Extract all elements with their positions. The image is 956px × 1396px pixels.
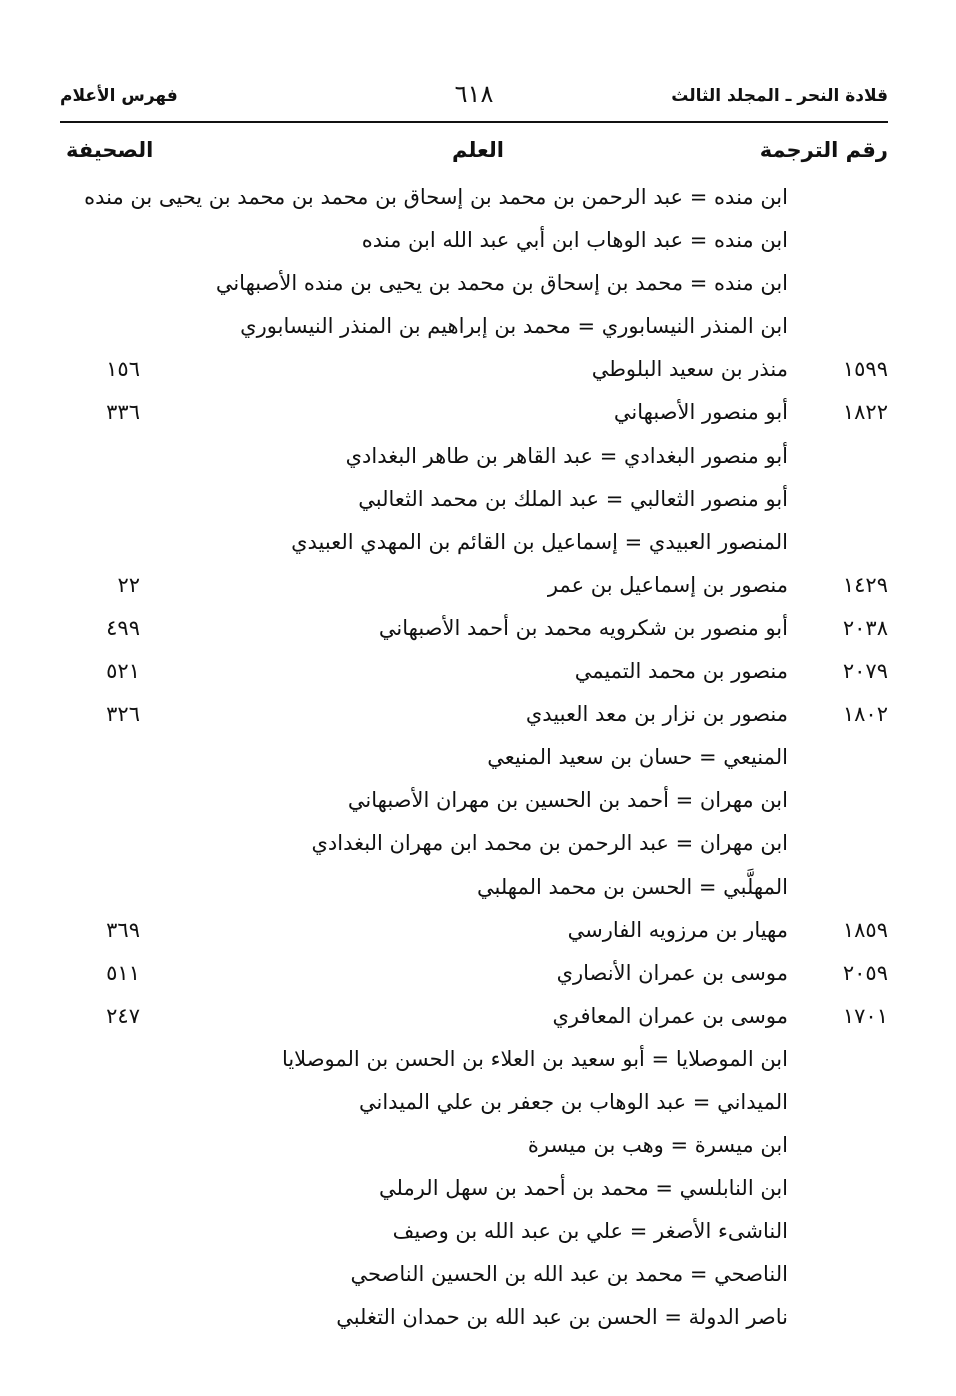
index-entry (0, 1081, 956, 1124)
index-entry (0, 952, 956, 995)
index-entry (0, 822, 956, 865)
page-number: ٦١٨ (454, 80, 494, 108)
index-entry (0, 1296, 956, 1339)
index-entry (0, 607, 956, 650)
index-entry (0, 564, 956, 607)
entry-page: ٣٢٦ (106, 702, 140, 727)
index-entry (0, 435, 956, 478)
book-title: قلادة النحر ـ المجلد الثالث (671, 86, 888, 106)
entry-name: ابن النابلسي = محمد بن أحمد بن سهل الرملي (379, 1176, 788, 1201)
entry-number: ٢٠٥٩ (842, 960, 888, 985)
entry-number: ١٥٩٩ (842, 357, 888, 382)
index-entry (0, 650, 956, 693)
entry-page: ٣٦٩ (106, 917, 140, 942)
entry-number: ١٨٠٢ (842, 702, 888, 727)
index-entry (0, 1038, 956, 1081)
index-entry (0, 305, 956, 348)
entry-page: ٣٣٦ (106, 400, 140, 425)
index-entry (0, 1124, 956, 1167)
index-entry (0, 391, 956, 434)
index-entries (0, 176, 956, 1340)
entry-name: مهيار بن مرزويه الفارسي (567, 917, 788, 942)
entry-number: ١٧٠١ (842, 1003, 888, 1028)
index-title: فهرس الأعلام (60, 86, 178, 106)
entry-name: منصور بن نزار بن معد العبيدي (525, 702, 788, 727)
index-entry (0, 1167, 956, 1210)
entry-name: ابن منده = عبد الوهاب ابن أبي عبد الله ابن منده (361, 228, 788, 253)
entry-page: ٥٢١ (106, 659, 140, 684)
entry-name: ابن مهران = عبد الرحمن بن محمد ابن مهران البغدادي (311, 831, 788, 856)
running-head (60, 80, 888, 116)
entry-name: منذر بن سعيد البلوطي (591, 357, 788, 382)
entry-page: ٤٩٩ (106, 615, 140, 640)
entry-name: ابن ميسرة = وهب بن ميسرة (527, 1133, 788, 1158)
entry-name: أبو منصور البغدادي = عبد القاهر بن طاهر البغدادي (345, 443, 788, 468)
index-entry (0, 779, 956, 822)
entry-name: موسى بن عمران الأنصاري (556, 960, 788, 985)
index-entry (0, 478, 956, 521)
entry-name: الميداني = عبد الوهاب بن جعفر بن علي الميداني (358, 1089, 788, 1114)
entry-name: منصور بن محمد التميمي (574, 659, 788, 684)
entry-name: المهلَّبي = الحسن بن محمد المهلبي (477, 874, 788, 899)
entry-page: ٥١١ (106, 960, 140, 985)
index-entry (0, 866, 956, 909)
entry-name: ناصر الدولة = الحسن بن عبد الله بن حمدان التغلبي (336, 1305, 788, 1330)
entry-number: ١٨٥٩ (842, 917, 888, 942)
entry-name: ابن منده = محمد بن إسحاق بن محمد بن يحيى بن منده الأصبهاني (215, 271, 788, 296)
column-header-name: العلم (452, 138, 504, 162)
entry-number: ٢٠٣٨ (842, 615, 888, 640)
entry-name: المنصور العبيدي = إسماعيل بن القائم بن المهدي العبيدي (291, 529, 788, 554)
entry-name: أبو منصور الأصبهاني (613, 400, 788, 425)
entry-name: موسى بن عمران المعافري (552, 1003, 788, 1028)
index-entry (0, 995, 956, 1038)
index-entry (0, 1253, 956, 1296)
entry-name: المنيعي = حسان بن سعيد المنيعي (487, 745, 788, 770)
column-header-entry-no: رقم الترجمة (759, 138, 888, 162)
entry-name: ابن مهران = أحمد بن الحسين بن مهران الأصبهاني (347, 788, 788, 813)
index-entry (0, 262, 956, 305)
entry-number: ٢٠٧٩ (842, 659, 888, 684)
index-entry (0, 693, 956, 736)
index-entry (0, 348, 956, 391)
index-entry (0, 176, 956, 219)
entry-number: ١٨٢٢ (842, 400, 888, 425)
index-entry (0, 521, 956, 564)
entry-name: الناصحي = محمد بن عبد الله بن الحسين الناصحي (350, 1262, 788, 1287)
entry-page: ٢٢ (117, 572, 140, 597)
entry-name: ابن الموصلايا = أبو سعيد بن العلاء بن الحسن بن الموصلايا (281, 1046, 788, 1071)
entry-name: ابن المنذر النيسابوري = محمد بن إبراهيم بن المنذر النيسابوري (240, 314, 788, 339)
index-entry (0, 909, 956, 952)
header-rule (60, 121, 888, 123)
entry-number: ١٤٢٩ (842, 572, 888, 597)
entry-name: أبو منصور الثعالبي = عبد الملك بن محمد الثعالبي (358, 486, 788, 511)
index-entry (0, 1210, 956, 1253)
entry-page: ١٥٦ (106, 357, 140, 382)
index-entry (0, 736, 956, 779)
index-entry (0, 219, 956, 262)
entry-name: أبو منصور بن شكرويه محمد بن أحمد الأصبهاني (378, 615, 788, 640)
entry-name: منصور بن إسماعيل بن عمر (547, 572, 788, 597)
entry-page: ٢٤٧ (106, 1003, 140, 1028)
column-header-page: الصحيفة (66, 138, 154, 162)
entry-name: ابن منده = عبد الرحمن بن محمد بن إسحاق بن محمد بن محمد بن يحيى بن منده (84, 185, 788, 209)
entry-name: الناشىء الأصغر = علي بن عبد الله بن وصيف (392, 1219, 788, 1244)
